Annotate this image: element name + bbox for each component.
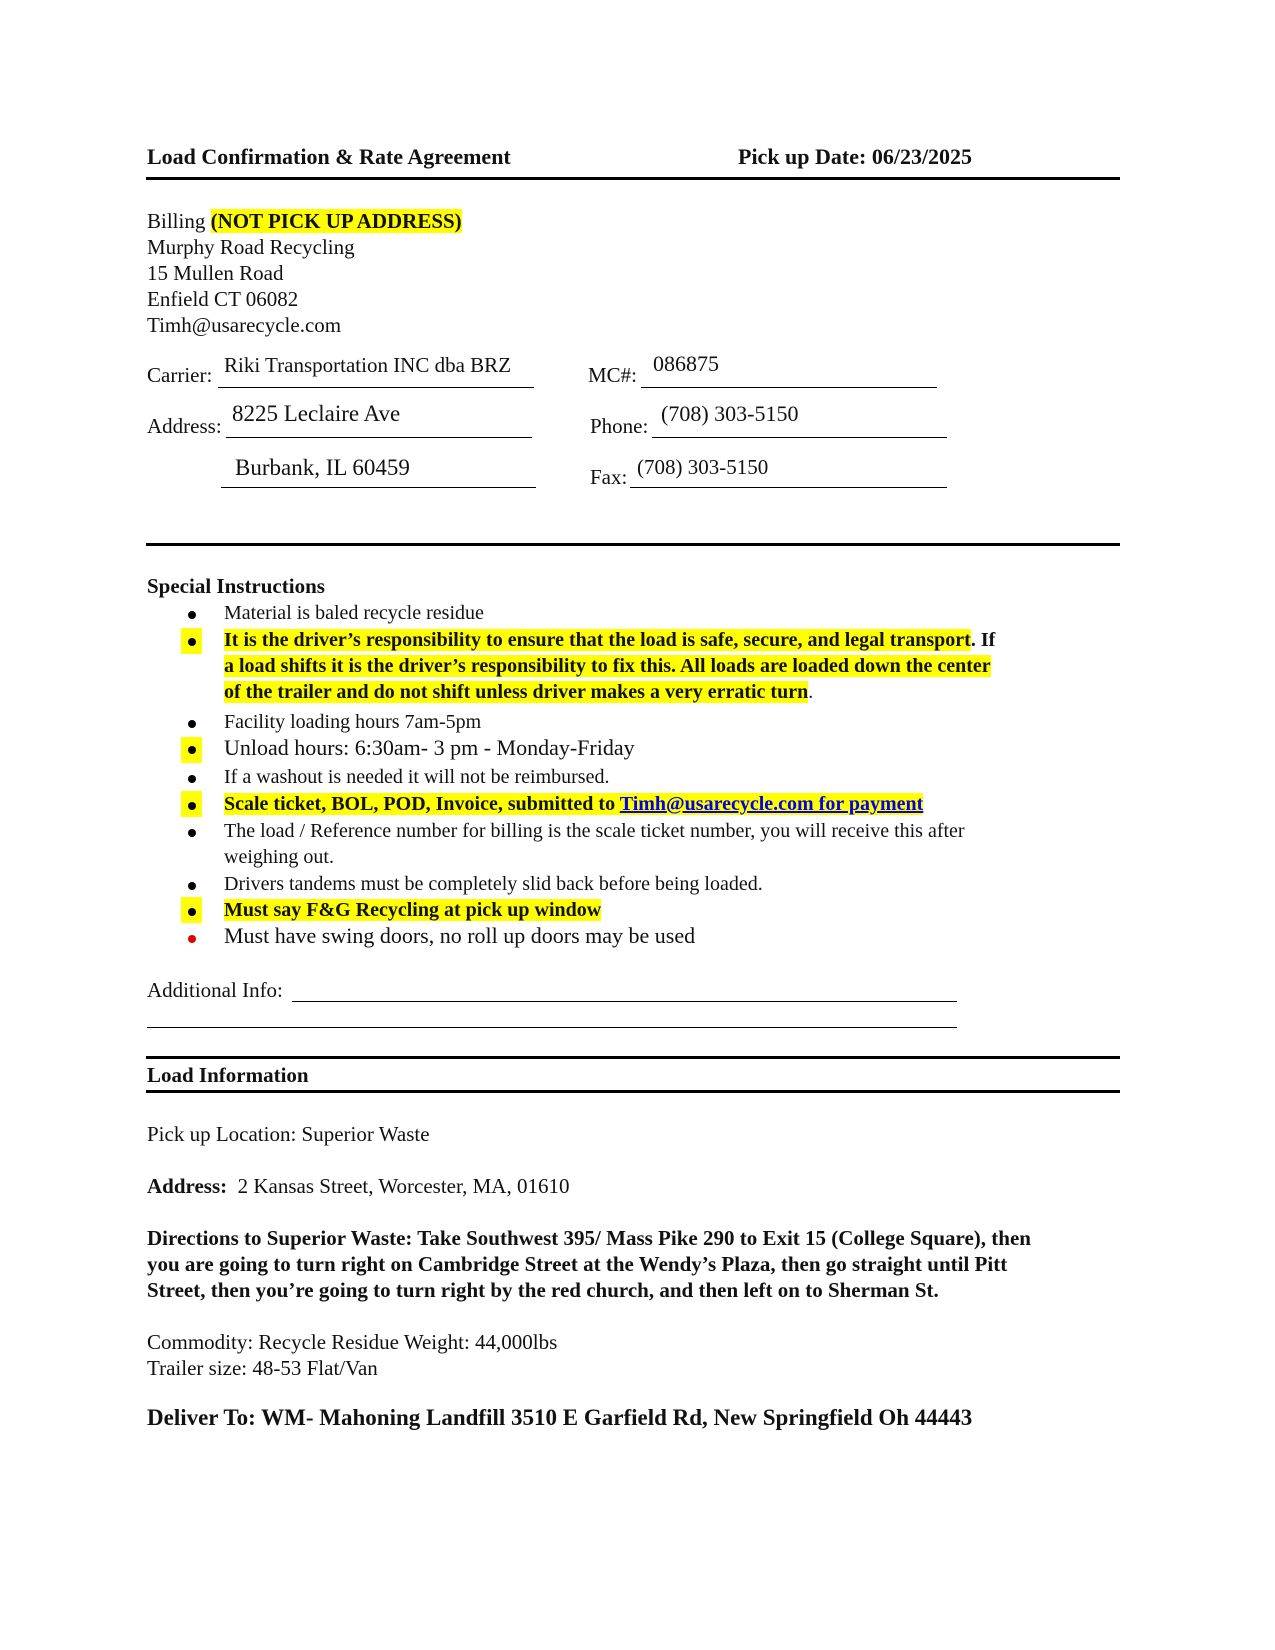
bullet bbox=[188, 611, 196, 619]
bullet bbox=[188, 829, 196, 837]
pickup-location: Pick up Location: Superior Waste bbox=[147, 1122, 430, 1146]
instruction-material: Material is baled recycle residue bbox=[224, 602, 484, 624]
bullet bbox=[188, 746, 196, 754]
bullet bbox=[188, 882, 196, 890]
load-info-bottom-rule bbox=[146, 1090, 1120, 1093]
address-underline-1 bbox=[226, 437, 532, 438]
instruction-loading-hours: Facility loading hours 7am-5pm bbox=[224, 711, 482, 733]
billing-note: (NOT PICK UP ADDRESS) bbox=[210, 209, 462, 233]
pickup-address-value: 2 Kansas Street, Worcester, MA, 01610 bbox=[237, 1174, 570, 1198]
billing-email: Timh@usarecycle.com bbox=[147, 313, 342, 337]
carrier-address-line2: Burbank, IL 60459 bbox=[235, 455, 410, 480]
bullet bbox=[188, 638, 196, 646]
bullet bbox=[188, 720, 196, 728]
billing-label-line bbox=[147, 208, 462, 234]
additional-info-underline-1 bbox=[292, 1001, 957, 1002]
instruction-reference-number-line2: weighing out. bbox=[224, 846, 334, 868]
instruction-swing-doors: Must have swing doors, no roll up doors may be used bbox=[224, 923, 696, 948]
bullet bbox=[188, 775, 196, 783]
address-underline-2 bbox=[221, 487, 536, 488]
mc-number: 086875 bbox=[653, 351, 719, 376]
carrier-address-label: Address: bbox=[147, 414, 222, 438]
deliver-to: Deliver To: WM- Mahoning Landfill 3510 E Garfield Rd, New Springfield Oh 44443 bbox=[147, 1405, 973, 1430]
carrier-address-line1: 8225 Leclaire Ave bbox=[232, 401, 401, 426]
instruction-pickup-window: Must say F&G Recycling at pick up window bbox=[224, 899, 602, 921]
fax-underline bbox=[630, 487, 947, 488]
directions-line2: you are going to turn right on Cambridge Street at the Wendy’s Plaza, then go straight until Pitt bbox=[147, 1252, 1008, 1276]
phone-number: (708) 303-5150 bbox=[661, 401, 799, 426]
instruction-unload-hours: Unload hours: 6:30am- 3 pm - Monday-Friday bbox=[224, 735, 635, 760]
additional-info-underline-2 bbox=[147, 1027, 957, 1028]
instruction-washout: If a washout is needed it will not be reimbursed. bbox=[224, 766, 610, 788]
directions-line3: Street, then you’re going to turn right by the red church, and then left on to Sherman St. bbox=[147, 1278, 939, 1302]
bullet bbox=[188, 908, 196, 916]
instruction-tandems: Drivers tandems must be completely slid back before being loaded. bbox=[224, 873, 763, 895]
bullet-red bbox=[188, 935, 196, 943]
fax-label: Fax: bbox=[590, 465, 628, 489]
directions-line1: Directions to Superior Waste: Take Southwest 395/ Mass Pike 290 to Exit 15 (College Square), then bbox=[147, 1226, 1031, 1250]
instruction-driver-responsibility-line1: It is the driver’s responsibility to ensure that the load is safe, secure, and legal transport. If bbox=[224, 629, 996, 651]
instruction-driver-responsibility-line2: a load shifts it is the driver’s responsibility to fix this. All loads are loaded down the center bbox=[224, 655, 991, 677]
billing-city: Enfield CT 06082 bbox=[147, 287, 299, 311]
billing-label: Billing bbox=[147, 209, 206, 233]
carrier-underline bbox=[218, 387, 534, 388]
mc-label: MC#: bbox=[588, 363, 638, 387]
fax-number: (708) 303-5150 bbox=[637, 455, 769, 479]
instruction-reference-number-line1: The load / Reference number for billing is the scale ticket number, you will receive this after bbox=[224, 820, 965, 842]
document-title: Load Confirmation & Rate Agreement bbox=[147, 144, 511, 169]
trailer-size: Trailer size: 48-53 Flat/Van bbox=[147, 1356, 378, 1380]
billing-street: 15 Mullen Road bbox=[147, 261, 284, 285]
instruction-driver-responsibility-line3: of the trailer and do not shift unless driver makes a very erratic turn. bbox=[224, 681, 814, 703]
section-divider bbox=[146, 543, 1120, 546]
billing-company: Murphy Road Recycling bbox=[147, 235, 355, 259]
load-info-top-rule bbox=[146, 1056, 1120, 1059]
load-information-title: Load Information bbox=[147, 1063, 309, 1087]
instruction-submit-docs: Scale ticket, BOL, POD, Invoice, submitted to Timh@usarecycle.com for payment bbox=[224, 793, 924, 815]
additional-info-label: Additional Info: bbox=[147, 978, 283, 1002]
phone-label: Phone: bbox=[590, 414, 649, 438]
pickup-address-label: Address: bbox=[147, 1174, 228, 1198]
payment-email-link[interactable]: Timh@usarecycle.com for payment bbox=[619, 793, 924, 815]
bullet bbox=[188, 802, 196, 810]
phone-underline bbox=[652, 437, 947, 438]
commodity: Commodity: Recycle Residue Weight: 44,000lbs bbox=[147, 1330, 558, 1354]
mc-underline bbox=[641, 387, 937, 388]
pickup-address-line bbox=[147, 1173, 569, 1199]
special-instructions-title: Special Instructions bbox=[147, 574, 325, 598]
header-divider bbox=[146, 177, 1120, 180]
carrier-name: Riki Transportation INC dba BRZ bbox=[224, 353, 512, 377]
pickup-date: Pick up Date: 06/23/2025 bbox=[738, 144, 973, 169]
carrier-label: Carrier: bbox=[147, 363, 213, 387]
